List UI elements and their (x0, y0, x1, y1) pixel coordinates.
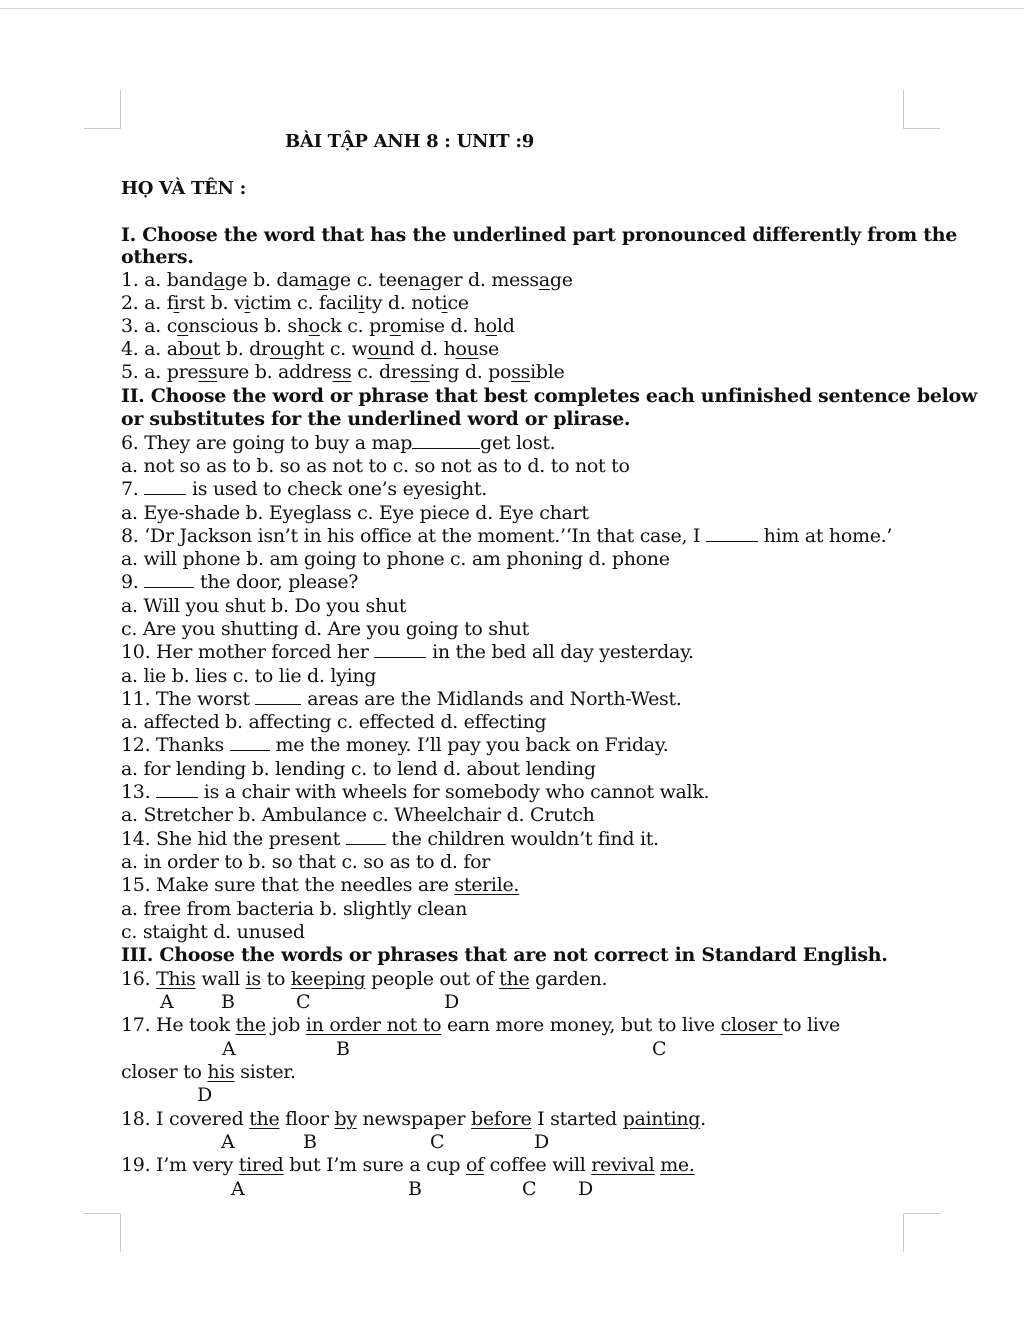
option-label-a: A (231, 1178, 245, 1200)
crop-mark-top-left (120, 90, 121, 129)
page-title: BÀI TẬP ANH 8 : UNIT :9 (285, 131, 534, 152)
crop-mark-bottom-right (903, 1213, 940, 1214)
question-11-options: a. affected b. affecting c. effected d. effecting (121, 711, 547, 733)
question-8: 8. ‘Dr Jackson isn’t in his office at the moment.’‘In that case, I him at home.’ (121, 525, 893, 547)
question-13-options: a. Stretcher b. Ambulance c. Wheelchair d. Crutch (121, 804, 595, 826)
question-11: 11. The worst areas are the Midlands and North-West. (121, 688, 682, 710)
question-15-options-cont: c. staight d. unused (121, 921, 305, 943)
option-label-b: B (303, 1131, 317, 1153)
option-label-d: D (534, 1131, 550, 1153)
question-7: 7. is used to check one’s eyesight. (121, 478, 488, 500)
crop-mark-top-left (84, 128, 121, 129)
question-10: 10. Her mother forced her in the bed all day yesterday. (121, 641, 694, 663)
option-label-d: D (197, 1084, 213, 1106)
question-17: 17. He took the job in order not to earn more money, but to live closer to live (121, 1014, 840, 1036)
question-5: 5. a. pressure b. address c. dressing d. possible (121, 361, 565, 383)
crop-mark-bottom-left (84, 1213, 121, 1214)
name-label: HỌ VÀ TÊN : (121, 178, 246, 199)
question-17-cont: closer to his sister. (121, 1061, 296, 1083)
question-1: 1. a. bandage b. damage c. teenager d. message (121, 269, 573, 291)
question-9-options-cont: c. Are you shutting d. Are you going to shut (121, 618, 529, 640)
option-label-a: A (221, 1131, 235, 1153)
question-12: 12. Thanks me the money. I’ll pay you back on Friday. (121, 734, 669, 756)
option-label-d: D (578, 1178, 594, 1200)
question-18: 18. I covered the floor by newspaper before I started painting. (121, 1108, 706, 1130)
option-label-a: A (222, 1038, 236, 1060)
question-8-options: a. will phone b. am going to phone c. am phoning d. phone (121, 548, 670, 570)
question-6: 6. They are going to buy a map get lost. (121, 432, 556, 454)
section2-heading-cont: or substitutes for the underlined word or plirase. (121, 408, 631, 430)
section3-heading: III. Choose the words or phrases that are not correct in Standard English. (121, 944, 888, 966)
option-label-d: D (444, 991, 460, 1013)
option-label-b: B (408, 1178, 422, 1200)
option-label-a: A (160, 991, 174, 1013)
question-15: 15. Make sure that the needles are sterile. (121, 874, 520, 896)
question-14-options: a. in order to b. so that c. so as to d. for (121, 851, 491, 873)
question-16: 16. This wall is to keeping people out of the garden. (121, 968, 608, 990)
question-7-options: a. Eye-shade b. Eyeglass c. Eye piece d. Eye chart (121, 502, 589, 524)
question-14: 14. She hid the present the children wouldn’t find it. (121, 828, 659, 850)
crop-mark-bottom-left (120, 1213, 121, 1252)
option-label-b: B (221, 991, 235, 1013)
question-2: 2. a. first b. victim c. facility d. notice (121, 292, 469, 314)
question-19: 19. I’m very tired but I’m sure a cup of coffee will revival me. (121, 1154, 695, 1176)
option-label-b: B (336, 1038, 350, 1060)
question-9-options: a. Will you shut b. Do you shut (121, 595, 407, 617)
option-label-c: C (522, 1178, 537, 1200)
crop-mark-bottom-right (903, 1213, 904, 1252)
crop-mark-top-right (903, 128, 940, 129)
option-label-c: C (296, 991, 311, 1013)
question-15-options: a. free from bacteria b. slightly clean (121, 898, 468, 920)
question-12-options: a. for lending b. lending c. to lend d. about lending (121, 758, 596, 780)
option-label-c: C (430, 1131, 445, 1153)
question-9: 9. the door, please? (121, 571, 359, 593)
question-10-options: a. lie b. lies c. to lie d. lying (121, 665, 377, 687)
section2-heading: II. Choose the word or phrase that best completes each unfinished sentence below (121, 385, 978, 407)
top-border (0, 8, 1024, 9)
question-13: 13. is a chair with wheels for somebody who cannot walk. (121, 781, 710, 803)
question-6-options: a. not so as to b. so as not to c. so not as to d. to not to (121, 455, 630, 477)
option-label-c: C (652, 1038, 667, 1060)
section1-heading: I. Choose the word that has the underlined part pronounced differently from the (121, 224, 957, 246)
section1-heading-cont: others. (121, 246, 194, 268)
crop-mark-top-right (903, 90, 904, 129)
question-4: 4. a. about b. drought c. wound d. house (121, 338, 500, 360)
question-3: 3. a. conscious b. shock c. promise d. hold (121, 315, 515, 337)
